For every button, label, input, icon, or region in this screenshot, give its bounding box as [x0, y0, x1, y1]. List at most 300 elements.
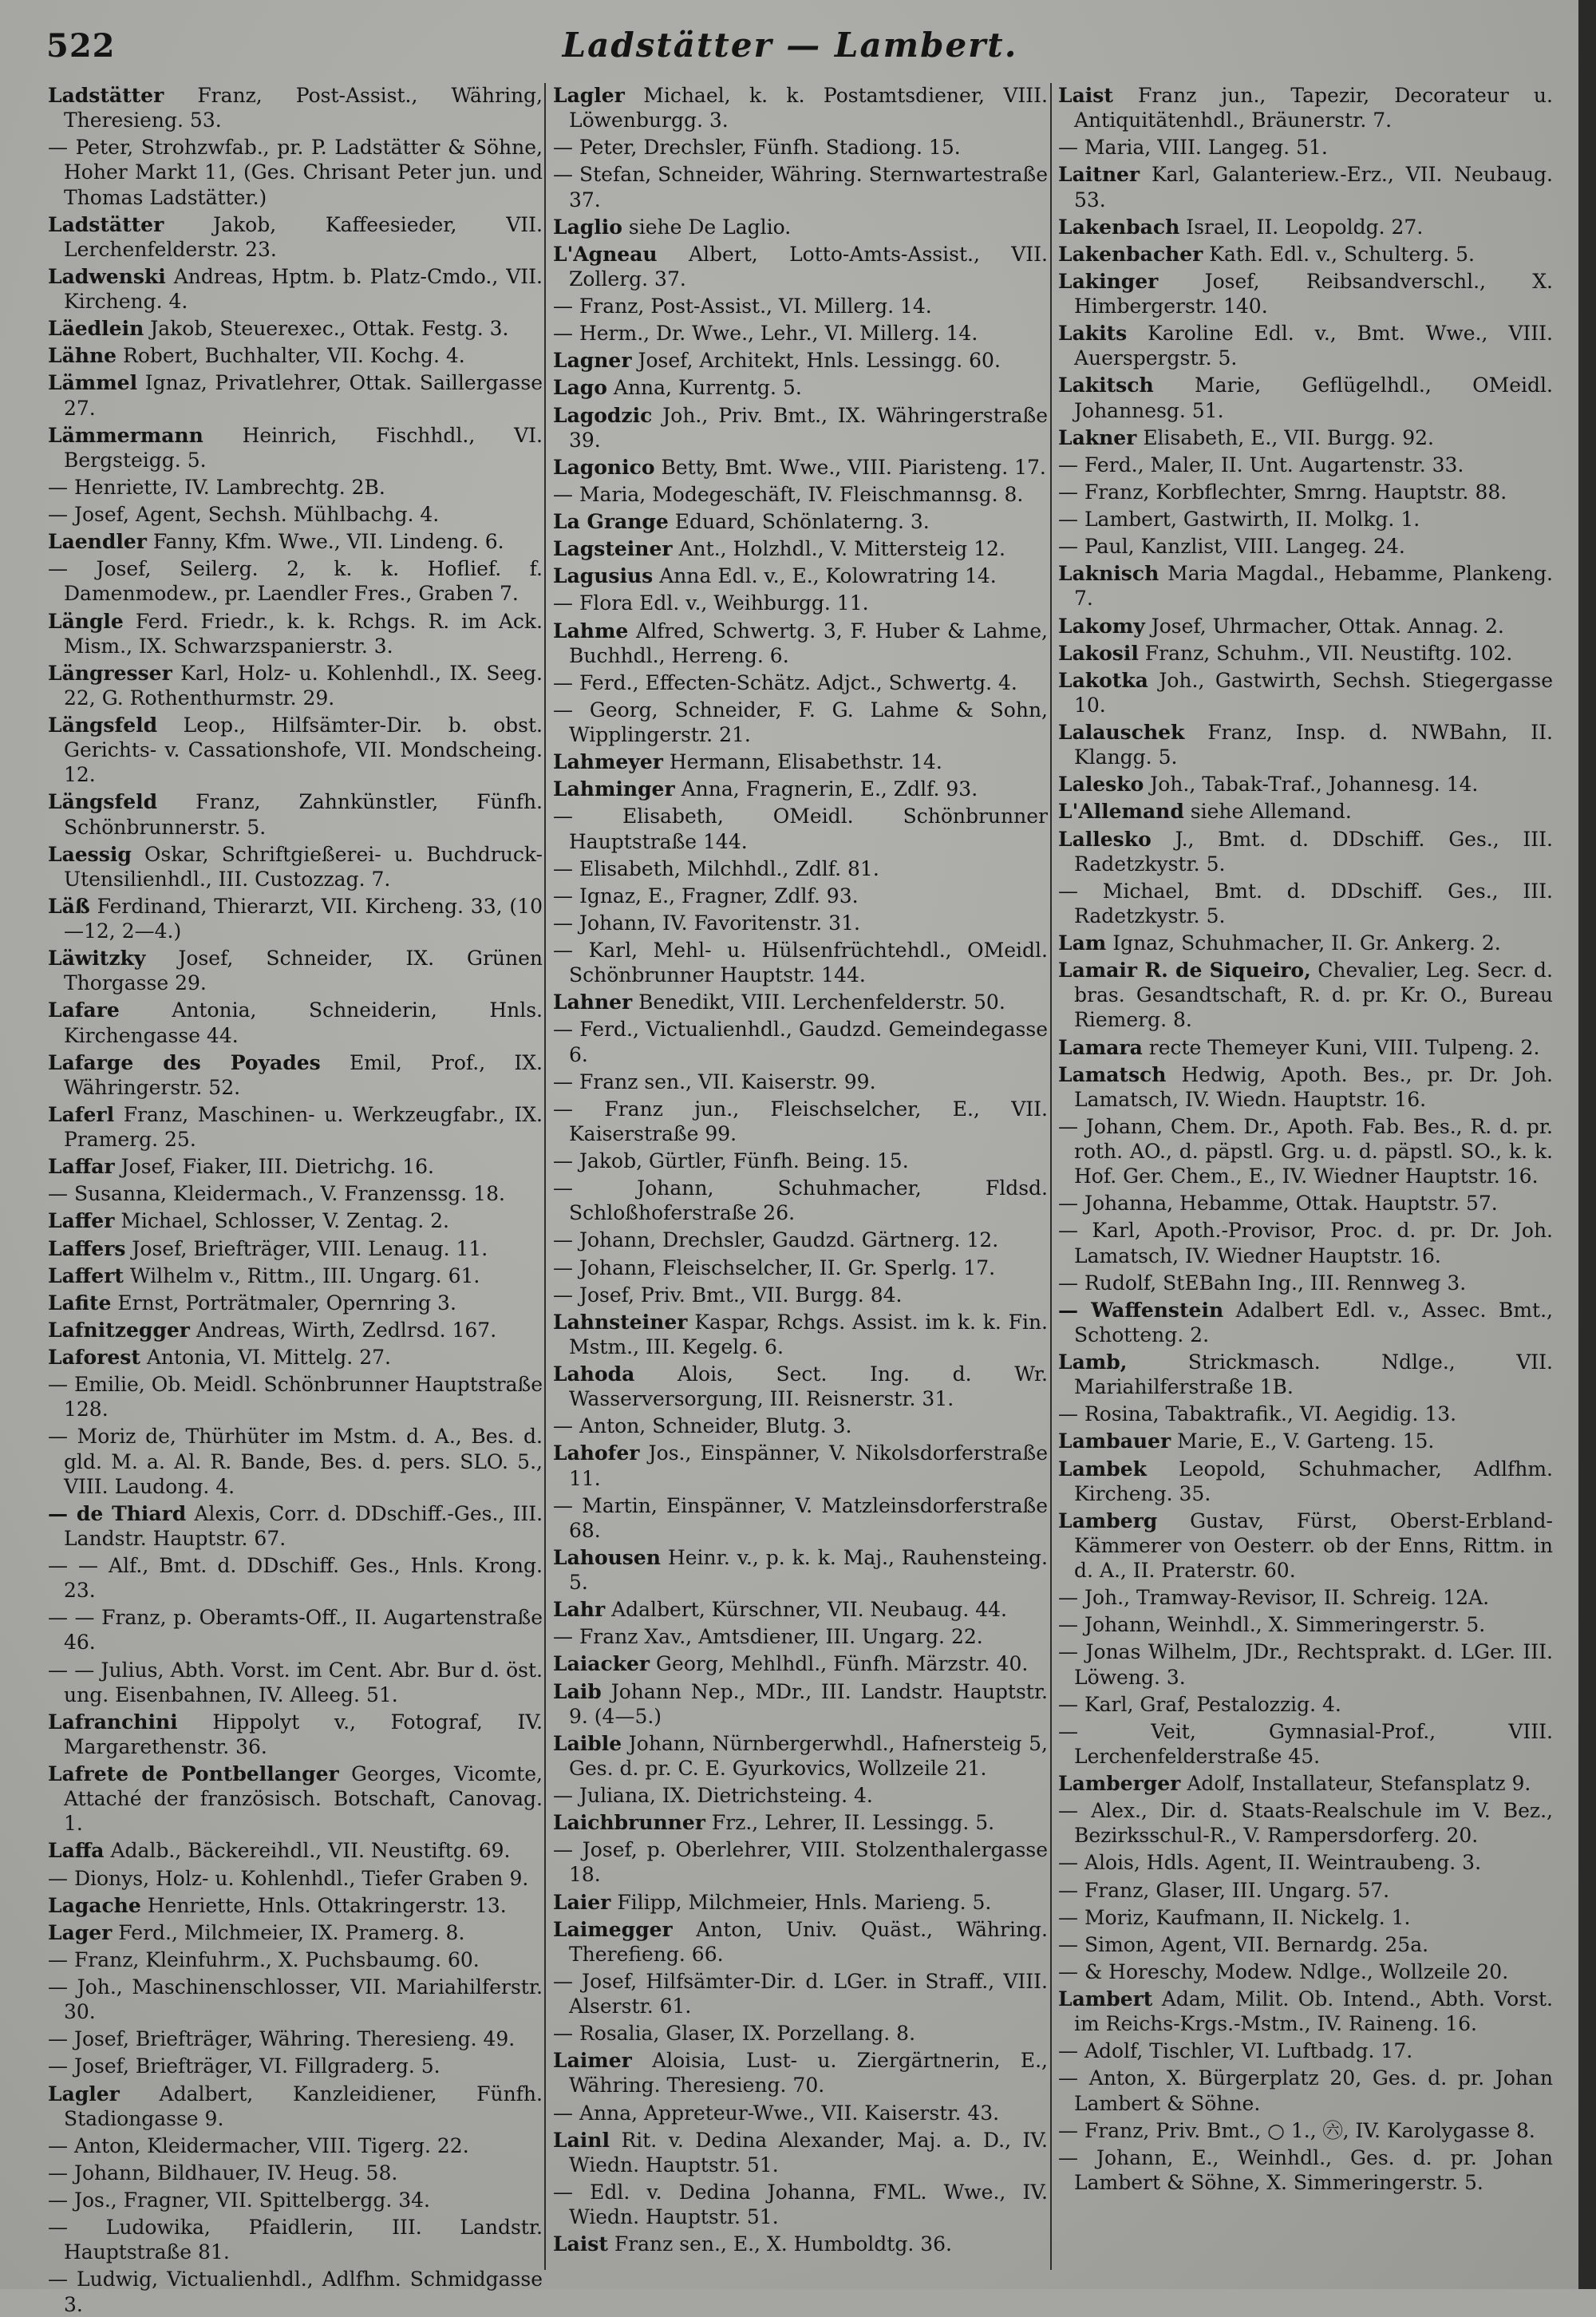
column-1 — [48, 83, 543, 2316]
entry-text: Jakob, Steuerexec., Ottak. Festg. 3. — [150, 317, 509, 341]
entry-text: — Johann, E., Weinhdl., Ges. d. pr. Johan Lambert & Söhne, X. Simmeringerstr. 5. — [1058, 2145, 1553, 2194]
entry-text: recte Themeyer Kuni, VIII. Tulpeng. 2. — [1148, 1035, 1540, 1059]
directory-entry — [48, 1893, 543, 1918]
directory-entry — [553, 1310, 1048, 1359]
directory-entry — [48, 2161, 543, 2185]
entry-text: Joh., Gastwirth, Sechsh. Stiegergasse 10. — [1074, 668, 1553, 717]
entry-name: Laist — [553, 2232, 608, 2256]
entry-text: Michael, Schlosser, V. Zentag. 2. — [120, 1209, 449, 1233]
directory-entry — [48, 946, 543, 995]
directory-entry — [553, 375, 1048, 400]
directory-entry — [553, 1283, 1048, 1307]
directory-entry — [553, 1070, 1048, 1094]
directory-entry — [1058, 83, 1553, 132]
entry-text: — Ferd., Effecten-Schätz. Adjct., Schwertg. 4. — [553, 670, 1017, 694]
entry-text: — Franz, Kleinfuhrm., X. Puchsbaumg. 60. — [48, 1947, 480, 1971]
entry-text: Karoline Edl. v., Bmt. Wwe., VIII. Auerspergstr. 5. — [1074, 322, 1553, 370]
entry-text: Henriette, Hnls. Ottakringerstr. 13. — [147, 1893, 507, 1917]
entry-name: Lamatsch — [1058, 1062, 1167, 1086]
entry-name: Laichbrunner — [553, 1811, 705, 1835]
directory-entry — [553, 1917, 1048, 1967]
entry-text: Franz, Insp. d. NWBahn, II. Klangg. 5. — [1074, 721, 1553, 769]
entry-text: Franz jun., Tapezir, Decorateur u. Antiquitätenhdl., Bräunerstr. 7. — [1074, 84, 1553, 132]
entry-text: — Johann, Fleischselcher, II. Gr. Sperlg. 17. — [553, 1255, 996, 1279]
entry-text: — Maria, VIII. Langeg. 51. — [1058, 136, 1328, 160]
directory-entry — [48, 1947, 543, 1972]
entry-text: — Peter, Strohzwfab., pr. P. Ladstätter & Söhne, Hoher Markt 11, (Ges. Chrisant Peter jun. und Thomas Ladstätter.) — [48, 136, 543, 209]
entry-name: Längresser — [48, 661, 172, 685]
entry-text: Oskar, Schriftgießerei- u. Buchdruck-Utensilienhdl., III. Custozzag. 7. — [64, 842, 543, 891]
entry-name: Laist — [1058, 84, 1113, 107]
entry-text: Kath. Edl. v., Schulterg. 5. — [1209, 242, 1475, 266]
entry-name: Laessig — [48, 842, 132, 866]
directory-entry — [48, 343, 543, 368]
entry-name: Lafare — [48, 998, 120, 1022]
entry-text: — Simon, Agent, VII. Bernardg. 25a. — [1058, 1932, 1429, 1956]
entry-text: — Dionys, Holz- u. Kohlenhdl., Tiefer Graben 9. — [48, 1866, 529, 1890]
directory-entry — [48, 1838, 543, 1863]
entry-text: siehe De Laglio. — [628, 215, 792, 239]
entry-name: Läß — [48, 894, 90, 918]
entry-text: Andreas, Wirth, Zedlrsd. 167. — [196, 1318, 497, 1342]
directory-entry — [1058, 1850, 1553, 1875]
directory-entry — [1058, 931, 1553, 955]
entry-name: Längle — [48, 609, 124, 633]
directory-entry — [1058, 827, 1553, 876]
entry-text: Ferd. Friedr., k. k. Rchgs. R. im Ack. Mism., IX. Schwarzspanierstr. 3. — [64, 609, 543, 658]
entry-text: Fanny, Kfm. Wwe., VII. Lindeng. 6. — [152, 530, 504, 554]
directory-entry — [1058, 1771, 1553, 1796]
directory-entry — [1058, 772, 1553, 797]
entry-text: Johann Nep., MDr., III. Landstr. Hauptstr. 9. (4—5.) — [569, 1679, 1049, 1728]
entry-text: — Herm., Dr. Wwe., Lehr., VI. Millerg. 14. — [553, 322, 978, 346]
directory-entry — [48, 842, 543, 892]
entry-name: Lafrete de Pontbellanger — [48, 1762, 339, 1785]
entry-text: Jakob, Kaffeesieder, VII. Lerchenfelderstr. 23. — [64, 212, 543, 261]
entry-text: Josef, Architekt, Hnls. Lessingg. 60. — [638, 349, 1001, 373]
entry-text: — Lambert, Gastwirth, II. Molkg. 1. — [1058, 508, 1420, 531]
directory-entry — [1058, 799, 1553, 824]
directory-entry — [1058, 1114, 1553, 1188]
directory-entry — [1058, 2118, 1553, 2143]
entry-text: — Johann, IV. Favoritenstr. 31. — [553, 911, 860, 935]
directory-entry — [48, 2054, 543, 2078]
entry-text: Maria Magdal., Hebamme, Plankeng. 7. — [1074, 562, 1553, 611]
entry-name: Laiacker — [553, 1652, 650, 1676]
directory-entry — [48, 2082, 543, 2131]
directory-entry — [48, 1263, 543, 1288]
entry-name: Laible — [553, 1731, 622, 1755]
page-header — [32, 22, 1548, 78]
entry-text: — Flora Edl. v., Weihburgg. 11. — [553, 591, 869, 615]
directory-entry — [1058, 507, 1553, 532]
directory-entry — [48, 2026, 543, 2051]
entry-text: — Johanna, Hebamme, Ottak. Hauptstr. 57. — [1058, 1192, 1498, 1216]
directory-entry — [553, 1017, 1048, 1066]
directory-entry — [553, 348, 1048, 373]
entry-text: Frz., Lehrer, II. Lessingg. 5. — [711, 1811, 995, 1835]
entry-name: Längsfeld — [48, 714, 158, 737]
entry-name: L'Agneau — [553, 242, 658, 266]
entry-name: La Grange — [553, 510, 669, 533]
entry-text: — Johann, Drechsler, Gaudzd. Gärtnerg. 12. — [553, 1228, 999, 1252]
entry-text: Anton, Univ. Quäst., Währing. Therefieng. 66. — [569, 1917, 1048, 1966]
directory-entry — [48, 1501, 543, 1551]
directory-entry — [1058, 2066, 1553, 2115]
entry-name: Laffers — [48, 1236, 126, 1260]
entry-text: Adalb., Bäckereihdl., VII. Neustiftg. 69. — [110, 1839, 511, 1863]
entry-name: Lahminger — [553, 777, 675, 801]
directory-entry — [48, 556, 543, 606]
entry-name: Lakomy — [1058, 614, 1145, 638]
entry-text: Robert, Buchhalter, VII. Kochg. 4. — [123, 344, 465, 368]
directory-entry — [553, 294, 1048, 318]
entry-text: — Johann, Schuhmacher, Fldsd. Schloßhoferstraße 26. — [553, 1176, 1048, 1225]
entry-name: Lakitsch — [1058, 374, 1154, 397]
directory-entry — [48, 661, 543, 710]
directory-entry — [1058, 1350, 1553, 1399]
directory-entry — [553, 1149, 1048, 1173]
entry-name: Laknisch — [1058, 562, 1159, 586]
directory-entry — [553, 1731, 1048, 1781]
directory-entry — [48, 1050, 543, 1100]
directory-entry — [48, 529, 543, 554]
entry-text: — Anton, X. Bürgerplatz 20, Ges. d. pr. Johan Lambert & Söhne. — [1058, 2066, 1553, 2115]
directory-entry — [1058, 1719, 1553, 1769]
entry-text: Heinrich, Fischhdl., VI. Bergsteigg. 5. — [64, 423, 543, 472]
entry-name: Lakner — [1058, 425, 1137, 449]
directory-entry — [48, 502, 543, 527]
entry-text: — Johann, Weinhdl., X. Simmeringerstr. 5. — [1058, 1613, 1486, 1637]
entry-text: J., Bmt. d. DDschiff. Ges., III. Radetzkystr. 5. — [1074, 827, 1554, 876]
directory-entry — [48, 212, 543, 262]
directory-entry — [1058, 1905, 1553, 1930]
entry-text: Josef, Briefträger, VIII. Lenaug. 11. — [132, 1236, 488, 1260]
entry-name: Lamberg — [1058, 1508, 1158, 1532]
directory-entry — [1058, 1959, 1553, 1984]
directory-entry — [48, 475, 543, 500]
directory-entry — [48, 2215, 543, 2264]
entry-name: Laitner — [1058, 163, 1140, 187]
entry-text: — Ludowika, Pfaidlerin, III. Landstr. Hauptstraße 81. — [48, 2216, 543, 2264]
entry-text: Ignaz, Schuhmacher, II. Gr. Ankerg. 2. — [1112, 931, 1501, 955]
entry-text: — Elisabeth, OMeidl. Schönbrunner Hauptstraße 144. — [553, 805, 1048, 853]
entry-text: Benedikt, VIII. Lerchenfelderstr. 50. — [638, 990, 1005, 1014]
entry-name: Lallesko — [1058, 827, 1152, 851]
entry-text: — Henriette, IV. Lambrechtg. 2B. — [48, 475, 385, 499]
directory-entry — [553, 1890, 1048, 1915]
entry-text: Hippolyt v., Fotograf, IV. Margarethenstr. 36. — [64, 1710, 543, 1758]
entry-name: Läwitzky — [48, 947, 146, 971]
directory-entry — [48, 135, 543, 209]
directory-entry — [1058, 879, 1553, 928]
entry-text: — Michael, Bmt. d. DDschiff. Ges., III. Radetzkystr. 5. — [1058, 879, 1553, 927]
entry-name: Laib — [553, 1679, 602, 1703]
entry-name: Lambek — [1058, 1457, 1147, 1481]
entry-name: Lahr — [553, 1598, 606, 1622]
directory-entry — [48, 1975, 543, 2024]
directory-entry — [553, 135, 1048, 160]
entry-text: — Joh., Tramway-Revisor, II. Schreig. 12A. — [1058, 1586, 1490, 1610]
entry-text: Georges, Vicomte, Attaché der französisch. Botschaft, Canovag. 1. — [64, 1762, 543, 1836]
entry-text: — Johann, Chem. Dr., Apoth. Fab. Bes., R. d. pr. roth. AO., d. päpstl. Grg. u. d. päpstl. SO., k. k. Hof. Ger. Chem., E., IV. Wiedner Hauptstr. 16. — [1058, 1114, 1553, 1188]
entry-text: — Franz sen., VII. Kaiserstr. 99. — [553, 1070, 876, 1093]
running-head: Ladstätter — Lambert. — [562, 26, 1018, 65]
entry-text: — Karl, Graf, Pestalozzig. 4. — [1058, 1692, 1341, 1716]
entry-text: Alfred, Schwertg. 3, F. Huber & Lahme, Buchhdl., Herreng. 6. — [569, 619, 1048, 667]
entry-name: Lakotka — [1058, 668, 1148, 692]
entry-text: — Josef, Priv. Bmt., VII. Burgg. 84. — [553, 1283, 903, 1307]
entry-name: Laferl — [48, 1102, 115, 1126]
entry-text: Franz, Post-Assist., Währing, Theresieng. 53. — [64, 84, 543, 132]
directory-entry — [1058, 215, 1553, 239]
entry-text: Adolf, Installateur, Stefansplatz 9. — [1187, 1772, 1531, 1795]
directory-entry — [48, 1154, 543, 1179]
entry-text: Karl, Galanteriew.-Erz., VII. Neubaug. 53. — [1074, 163, 1553, 212]
entry-text: — Anton, Kleidermacher, VIII. Tigerg. 22. — [48, 2133, 469, 2157]
entry-text: Betty, Bmt. Wwe., VIII. Piaristeng. 17. — [661, 455, 1046, 479]
entry-text: Eduard, Schönlaterng. 3. — [674, 510, 930, 533]
column-3 — [1058, 83, 1553, 2270]
directory-entry — [48, 1372, 543, 1421]
directory-entry — [553, 83, 1048, 132]
directory-entry — [553, 698, 1048, 747]
directory-entry — [48, 609, 543, 658]
entry-text: — Veit, Gymnasial-Prof., VIII. Lerchenfelderstraße 45. — [1058, 1719, 1553, 1768]
entry-text: — Emilie, Ob. Meidl. Schönbrunner Hauptstraße 128. — [48, 1373, 543, 1421]
directory-entry — [48, 2188, 543, 2212]
directory-entry — [48, 2133, 543, 2158]
entry-text: — Moriz de, Thürhüter im Mstm. d. A., Bes. d. gld. M. a. Al. R. Bande, Bes. d. pers. SLO. 5., VIII. Laudong. 4. — [48, 1425, 543, 1498]
directory-entry — [1058, 1692, 1553, 1717]
directory-entry — [1058, 2145, 1553, 2195]
column-2 — [553, 83, 1048, 2270]
entry-text: Hermann, Elisabethstr. 14. — [669, 750, 942, 774]
entry-text: Heinr. v., p. k. k. Maj., Rauhensteing. 5. — [569, 1545, 1049, 1594]
entry-text: Adam, Milit. Ob. Intend., Abth. Vorst. im Reichs-Krgs.-Mstm., IV. Raineng. 16. — [1074, 1987, 1553, 2036]
directory-entry — [553, 1176, 1048, 1225]
directory-entry — [553, 509, 1048, 534]
entry-text: — Juliana, IX. Dietrichsteing. 4. — [553, 1784, 873, 1807]
entry-text: Joh., Tabak-Traf., Johannesg. 14. — [1150, 773, 1479, 797]
entry-name: Lagner — [553, 349, 632, 373]
entry-name: Lakenbach — [1058, 215, 1180, 239]
entry-text: — — Julius, Abth. Vorst. im Cent. Abr. Bur d. öst. ung. Eisenbahnen, IV. Alleeg. 51. — [48, 1658, 543, 1706]
directory-entry — [553, 1624, 1048, 1649]
entry-name: Ladwenski — [48, 264, 166, 288]
entry-name: Lamberger — [1058, 1772, 1181, 1795]
entry-text: — Alois, Hdls. Agent, II. Weintraubeng. 3. — [1058, 1851, 1482, 1875]
entry-name: Lafite — [48, 1291, 112, 1315]
directory-entry — [1058, 668, 1553, 718]
entry-text: — Karl, Apoth.-Provisor, Proc. d. pr. Dr. Joh. Lamatsch, IV. Wiedner Hauptstr. 16. — [1058, 1219, 1553, 1267]
directory-entry — [553, 749, 1048, 774]
entry-text: Franz, Schuhm., VII. Neustiftg. 102. — [1144, 641, 1513, 665]
entry-name: Lagodzic — [553, 403, 653, 427]
directory-entry — [1058, 720, 1553, 769]
entry-text: Joh., Priv. Bmt., IX. Währingerstraße 39. — [569, 403, 1048, 452]
entry-text: — Edl. v. Dedina Johanna, FML. Wwe., IV. Wiedn. Hauptstr. 51. — [553, 2180, 1048, 2228]
entry-text: — Josef, Agent, Sechsh. Mühlbachg. 4. — [48, 503, 440, 526]
entry-text: Michael, k. k. Postamtsdiener, VIII. Löwenburgg. 3. — [569, 84, 1048, 132]
entry-name: Lagache — [48, 1893, 141, 1917]
directory-entry — [553, 1651, 1048, 1676]
entry-text: — Franz, Glaser, III. Ungarg. 57. — [1058, 1878, 1390, 1902]
entry-text: Marie, E., V. Garteng. 15. — [1177, 1429, 1435, 1453]
directory-entry — [1058, 561, 1553, 611]
entry-name: Ladstätter — [48, 84, 164, 107]
entry-text: — Johann, Bildhauer, IV. Heug. 58. — [48, 2161, 398, 2185]
entry-text: — Rudolf, StEBahn Ing., III. Rennweg 3. — [1058, 1271, 1467, 1295]
directory-entry — [553, 1414, 1048, 1438]
entry-name: Lakinger — [1058, 269, 1159, 293]
entry-text: — — Franz, p. Oberamts-Off., II. Augartenstraße 46. — [48, 1606, 543, 1655]
entry-name: L'Allemand — [1058, 800, 1184, 824]
entry-text: Ant., Holzhdl., V. Mittersteig 12. — [678, 537, 1005, 561]
entry-text: — Franz, Korbflechter, Smrng. Hauptstr. 88. — [1058, 480, 1507, 504]
entry-text: — Josef, Hilfsämter-Dir. d. LGer. in Straff., VIII. Alserstr. 61. — [553, 1969, 1048, 2018]
directory-entry — [48, 264, 543, 314]
directory-entry — [48, 1866, 543, 1891]
entry-name: Lämmermann — [48, 423, 203, 447]
entry-text: — Joh., Maschinenschlosser, VII. Mariahilferstr. 30. — [48, 1975, 543, 2024]
entry-text: — Moriz, Kaufmann, II. Nickelg. 1. — [1058, 1905, 1411, 1929]
directory-entry — [553, 1228, 1048, 1252]
entry-name: Lambert — [1058, 1987, 1153, 2011]
entry-name: Ladstätter — [48, 212, 164, 236]
entry-text: — Jos., Fragner, VII. Spittelbergg. 34. — [48, 2188, 431, 2212]
entry-name: Lahner — [553, 990, 633, 1014]
directory-entry — [553, 1441, 1048, 1490]
directory-entry — [553, 455, 1048, 480]
directory-entry — [553, 2048, 1048, 2098]
directory-entry — [553, 1810, 1048, 1835]
entry-text: — Rosalia, Glaser, IX. Porzellang. 8. — [553, 2022, 916, 2046]
directory-entry — [1058, 242, 1553, 267]
directory-entry — [1058, 1798, 1553, 1848]
directory-entry — [1058, 1585, 1553, 1610]
directory-entry — [48, 2267, 543, 2316]
directory-entry — [553, 2021, 1048, 2046]
entry-text: Antonia, VI. Mittelg. 27. — [146, 1346, 391, 1369]
entry-name: Laimegger — [553, 1917, 673, 1941]
directory-entry — [48, 1761, 543, 1836]
directory-entry — [553, 403, 1048, 453]
entry-text: Anna Edl. v., E., Kolowratring 14. — [659, 564, 997, 588]
directory-entry — [553, 804, 1048, 853]
entry-text: — Maria, Modegeschäft, IV. Fleischmannsg. 8. — [553, 482, 1024, 506]
entry-name: Lagsteiner — [553, 537, 673, 561]
entry-text: Ignaz, Privatlehrer, Ottak. Saillergasse 27. — [64, 371, 543, 420]
entry-name: Laforest — [48, 1346, 140, 1369]
entry-name: Lafranchini — [48, 1710, 178, 1734]
directory-entry — [553, 2180, 1048, 2229]
directory-entry — [48, 894, 543, 943]
directory-entry — [553, 1837, 1048, 1887]
entry-name: Lalauschek — [1058, 721, 1185, 744]
directory-entry — [1058, 1218, 1553, 1267]
directory-entry — [1058, 1402, 1553, 1426]
entry-name: Lago — [553, 376, 607, 400]
directory-entry — [553, 536, 1048, 561]
entry-text: Anna, Fragnerin, E., Zdlf. 93. — [681, 777, 978, 801]
directory-entry — [48, 423, 543, 472]
directory-entry — [1058, 534, 1553, 559]
entry-text: Franz sen., E., X. Humboldtg. 36. — [614, 2232, 952, 2256]
entry-text: Andreas, Hptm. b. Platz-Cmdo., VII. Kircheng. 4. — [64, 264, 543, 313]
entry-text: — Martin, Einspänner, V. Matzleinsdorferstraße 68. — [553, 1493, 1048, 1542]
directory-entry — [1058, 2038, 1553, 2063]
directory-entry — [1058, 1429, 1553, 1453]
entry-name: Lagusius — [553, 564, 654, 588]
directory-entry — [553, 2101, 1048, 2125]
directory-entry — [553, 1097, 1048, 1146]
entry-name: Lähne — [48, 344, 117, 368]
entry-name: Laffar — [48, 1155, 115, 1179]
directory-entry — [553, 1493, 1048, 1543]
entry-name: Längsfeld — [48, 790, 158, 814]
entry-name: Laffer — [48, 1209, 115, 1233]
directory-entry — [553, 215, 1048, 239]
entry-text: Adalbert Edl. v., Assec. Bmt., Schotteng. 2. — [1074, 1298, 1554, 1346]
directory-entry — [553, 591, 1048, 615]
directory-entry — [1058, 373, 1553, 422]
entry-name: Lainl — [553, 2128, 610, 2152]
entry-text: — Alex., Dir. d. Staats-Realschule im V. Bez., Bezirksschul-R., V. Rampersdorferg. 20. — [1058, 1799, 1553, 1848]
entry-text: Albert, Lotto-Amts-Assist., VII. Zollerg. 37. — [569, 242, 1048, 291]
directory-entry — [48, 316, 543, 341]
entry-name: Lahme — [553, 619, 629, 643]
entry-text: — Rosina, Tabaktrafik., VI. Aegidig. 13. — [1058, 1402, 1457, 1426]
entry-text: siehe Allemand. — [1190, 800, 1352, 824]
entry-name: Lamb, — [1058, 1350, 1128, 1374]
directory-entry — [1058, 1987, 1553, 2036]
directory-entry — [1058, 958, 1553, 1032]
entry-text: — Ludwig, Victualienhdl., Adlfhm. Schmidgasse 3. — [48, 2268, 543, 2316]
directory-entry — [553, 1679, 1048, 1729]
directory-entry — [48, 1318, 543, 1342]
directory-entry — [48, 1710, 543, 1759]
entry-text: — Adolf, Tischler, VI. Luftbadg. 17. — [1058, 2039, 1413, 2063]
entry-name: Lagler — [48, 2082, 120, 2105]
directory-entry — [48, 1236, 543, 1261]
directory-entry — [48, 1658, 543, 1707]
entry-text: Rit. v. Dedina Alexander, Maj. a. D., IV. Wiedn. Hauptstr. 51. — [569, 2128, 1048, 2177]
directory-entry — [1058, 1508, 1553, 1583]
directory-entry — [1058, 614, 1553, 639]
directory-entry — [48, 1345, 543, 1370]
entry-text: Adalbert, Kürschner, VII. Neubaug. 44. — [611, 1598, 1007, 1622]
entry-name: Lalesko — [1058, 773, 1144, 797]
directory-entry — [1058, 321, 1553, 370]
directory-entry — [48, 1605, 543, 1655]
directory-entry — [48, 1208, 543, 1233]
entry-name: Lämmel — [48, 371, 138, 395]
directory-entry — [1058, 162, 1553, 212]
entry-text: — & Horeschy, Modew. Ndlge., Wollzeile 20. — [1058, 1959, 1509, 1983]
entry-text: Ernst, Porträtmaler, Opernring 3. — [117, 1291, 456, 1315]
entry-text: — Franz, Priv. Bmt., ○ 1., ㊅, IV. Karolygasse 8. — [1058, 2118, 1535, 2142]
entry-name: Laffa — [48, 1839, 105, 1863]
entry-text: — Josef, Seilerg. 2, k. k. Hoflief. f. Damenmodew., pr. Laendler Fres., Graben 7. — [48, 557, 543, 606]
entry-name: Lamair R. de Siqueiro, — [1058, 959, 1311, 983]
entry-text: Leop., Hilfsämter-Dir. b. obst. Gerichts- v. Cassationshofe, VII. Mondscheing. 12. — [64, 714, 543, 787]
entry-text: Aloisia, Lust- u. Ziergärtnerin, E., Währing. Theresieng. 70. — [569, 2049, 1049, 2098]
directory-entry — [553, 162, 1048, 212]
entry-text: Kaspar, Rchgs. Assist. im k. k. Fin. Mstm., III. Kegelg. 6. — [569, 1310, 1049, 1358]
directory-entry — [553, 563, 1048, 588]
entry-text: Antonia, Schneiderin, Hnls. Kirchengasse 44. — [64, 998, 543, 1047]
